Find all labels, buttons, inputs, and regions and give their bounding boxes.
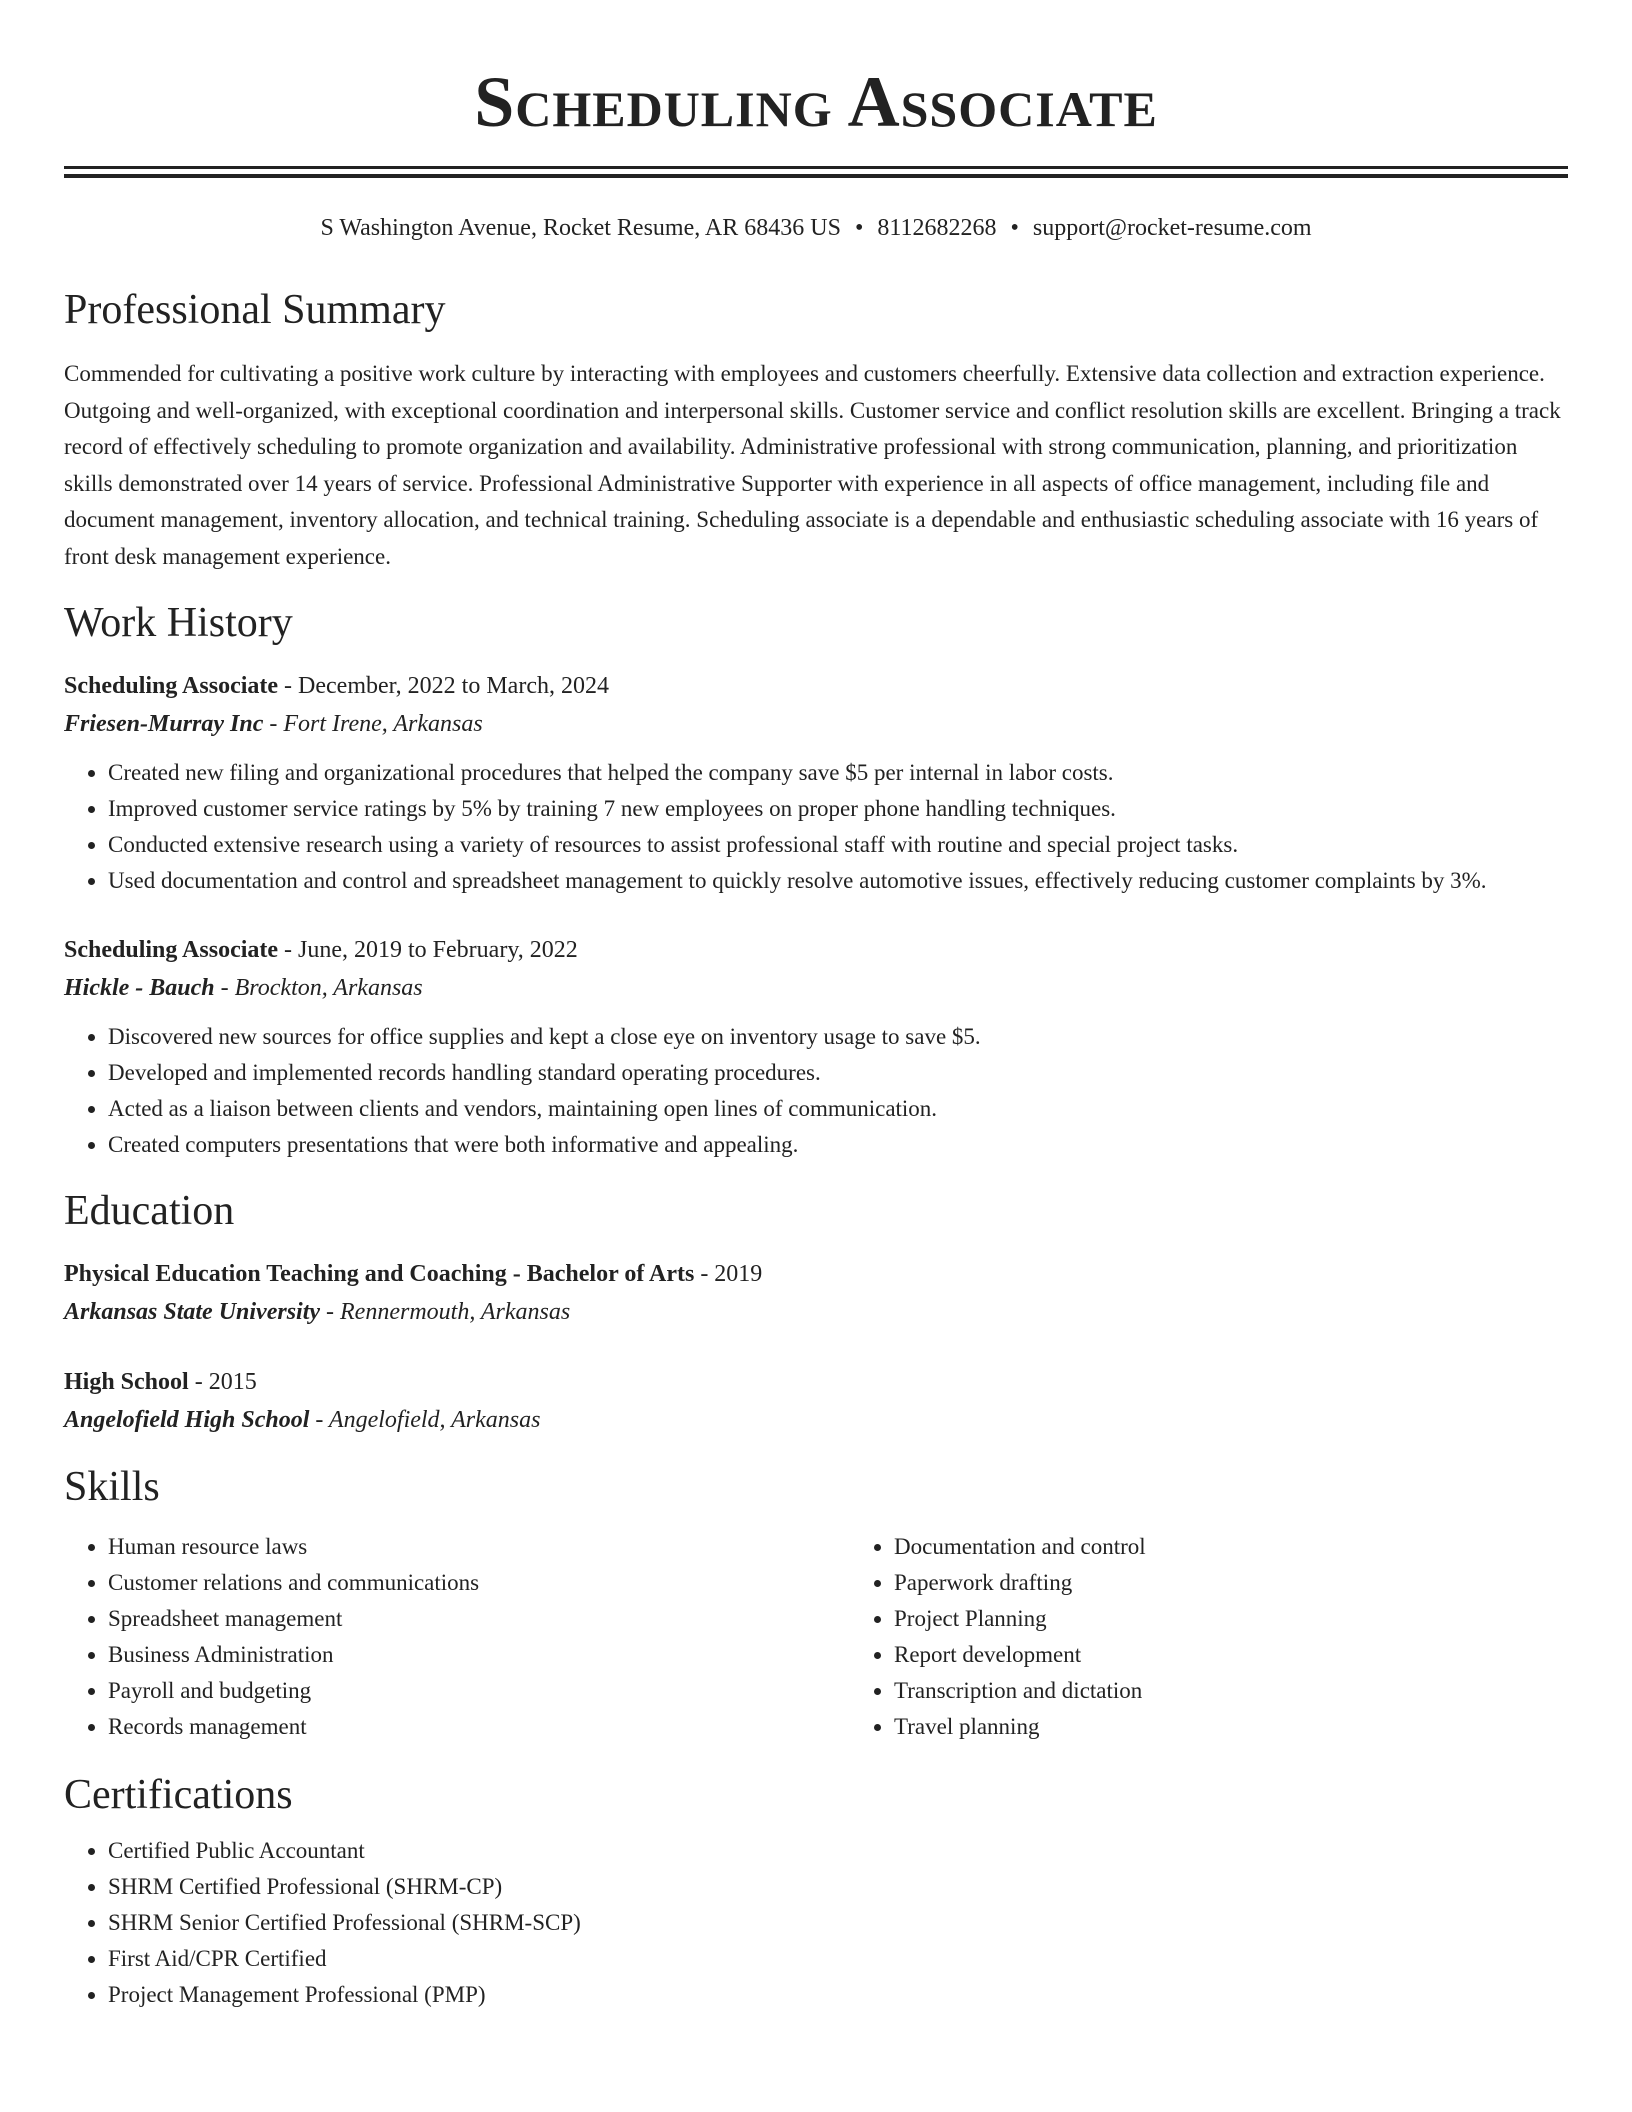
job-bullets (64, 1019, 1568, 1163)
education-year: - 2015 (188, 1369, 257, 1395)
job-title-line (64, 931, 1568, 969)
certification-item: • SHRM Senior Certified Professional (SHRM-SCP) (108, 1905, 1568, 1941)
certifications-list (64, 1833, 1568, 2013)
skills-columns (64, 1529, 1568, 1745)
job-role: Scheduling Associate (64, 937, 279, 963)
skill-item: • Transcription and dictation (894, 1673, 1568, 1709)
job-entry (64, 667, 1568, 899)
contact-email[interactable]: support@rocket-resume.com (1032, 215, 1312, 241)
resume-title: Scheduling Associate (474, 62, 1158, 142)
contact-address: S Washington Avenue, Rocket Resume, AR 68436 US (320, 215, 841, 241)
education-entry (64, 1255, 1568, 1331)
section-heading-summary: Professional Summary (64, 287, 446, 333)
job-company-line (64, 969, 1568, 1007)
job-bullet: • Improved customer service ratings by 5% by training 7 new employees on proper phone handling techniques. (108, 791, 1568, 827)
education-school: Arkansas State University (64, 1299, 321, 1325)
skills-list-right (850, 1529, 1568, 1745)
contact-separator: • (854, 215, 864, 241)
skill-item: • Payroll and budgeting (108, 1673, 850, 1709)
education-school-line (64, 1293, 1568, 1331)
education-degree: Physical Education Teaching and Coaching - Bachelor of Arts (64, 1261, 695, 1287)
job-title-line (64, 667, 1568, 705)
skill-item: • Human resource laws (108, 1529, 850, 1565)
job-company-line (64, 705, 1568, 743)
education-location: - Rennermouth, Arkansas (320, 1299, 571, 1325)
skill-item: • Spreadsheet management (108, 1601, 850, 1637)
title-divider-bottom (64, 174, 1568, 178)
skill-item: • Project Planning (894, 1601, 1568, 1637)
summary-text: Commended for cultivating a positive work culture by interacting with employees and customers cheerfully. Extensive data collection and extraction experience. Outgoing and well-organized, with exceptional coordination and interpersonal skills. Customer service and conflict resolution skills are excellent. Bringing a track record of effectively scheduling to promote organization and availability. Administrative professional with strong communication, planning, and prioritization skills demonstrated over 14 years of service. Professional Administrative Supporter with experience in all aspects of office management, including file and document management, inventory allocation, and technical training. Scheduling associate is a dependable and enthusiastic scheduling associate with 16 years of front desk management experience. (64, 361, 1561, 569)
education-degree-line (64, 1255, 1568, 1293)
job-location: - Brockton, Arkansas (214, 975, 423, 1001)
certification-item: • Project Management Professional (PMP) (108, 1977, 1568, 2013)
job-bullet: • Conducted extensive research using a variety of resources to assist professional staff with routine and special project tasks. (108, 827, 1568, 863)
job-dates: - June, 2019 to February, 2022 (278, 937, 578, 963)
job-bullet: • Developed and implemented records handling standard operating procedures. (108, 1055, 1568, 1091)
job-bullet: • Created new filing and organizational procedures that helped the company save $5 per internal in labor costs. (108, 755, 1568, 791)
skill-item: • Business Administration (108, 1637, 850, 1673)
contact-separator: • (1010, 215, 1019, 241)
skills-list-left (64, 1529, 850, 1745)
certification-item: • SHRM Certified Professional (SHRM-CP) (108, 1869, 1568, 1905)
job-role: Scheduling Associate (64, 673, 279, 699)
skill-item: • Report development (894, 1637, 1568, 1673)
contact-phone: 8112682268 (877, 215, 997, 241)
job-bullet: • Used documentation and control and spreadsheet management to quickly resolve automotive issues, effectively reducing customer complaints by 3%. (108, 863, 1568, 899)
job-bullets (64, 755, 1568, 899)
skill-item: • Paperwork drafting (894, 1565, 1568, 1601)
certification-item: • Certified Public Accountant (108, 1833, 1568, 1869)
job-location: - Fort Irene, Arkansas (263, 711, 483, 737)
job-dates: - December, 2022 to March, 2024 (278, 673, 609, 699)
certification-item: • First Aid/CPR Certified (108, 1941, 1568, 1977)
education-location: - Angelofield, Arkansas (309, 1407, 541, 1433)
contact-line (64, 212, 1568, 244)
job-entry (64, 931, 1568, 1163)
job-company: Hickle - Bauch (64, 975, 215, 1001)
job-company: Friesen-Murray Inc (64, 711, 264, 737)
job-bullet: • Acted as a liaison between clients and vendors, maintaining open lines of communication. (108, 1091, 1568, 1127)
education-school: Angelofield High School (64, 1407, 310, 1433)
skill-item: • Customer relations and communications (108, 1565, 850, 1601)
education-entry (64, 1363, 1568, 1439)
section-heading-work-history: Work History (64, 600, 293, 646)
education-degree-line (64, 1363, 1568, 1401)
education-school-line (64, 1401, 1568, 1439)
job-bullet: • Created computers presentations that were both informative and appealing. (108, 1127, 1568, 1163)
skill-item: • Travel planning (894, 1709, 1568, 1745)
job-bullet: • Discovered new sources for office supplies and kept a close eye on inventory usage to save $5. (108, 1019, 1568, 1055)
section-heading-education: Education (64, 1188, 235, 1234)
section-heading-certifications: Certifications (64, 1772, 293, 1818)
education-year: - 2019 (694, 1261, 763, 1287)
skill-item: • Documentation and control (894, 1529, 1568, 1565)
education-degree: High School (64, 1369, 189, 1395)
skill-item: • Records management (108, 1709, 850, 1745)
title-divider-top (64, 166, 1568, 169)
section-heading-skills: Skills (64, 1464, 160, 1510)
